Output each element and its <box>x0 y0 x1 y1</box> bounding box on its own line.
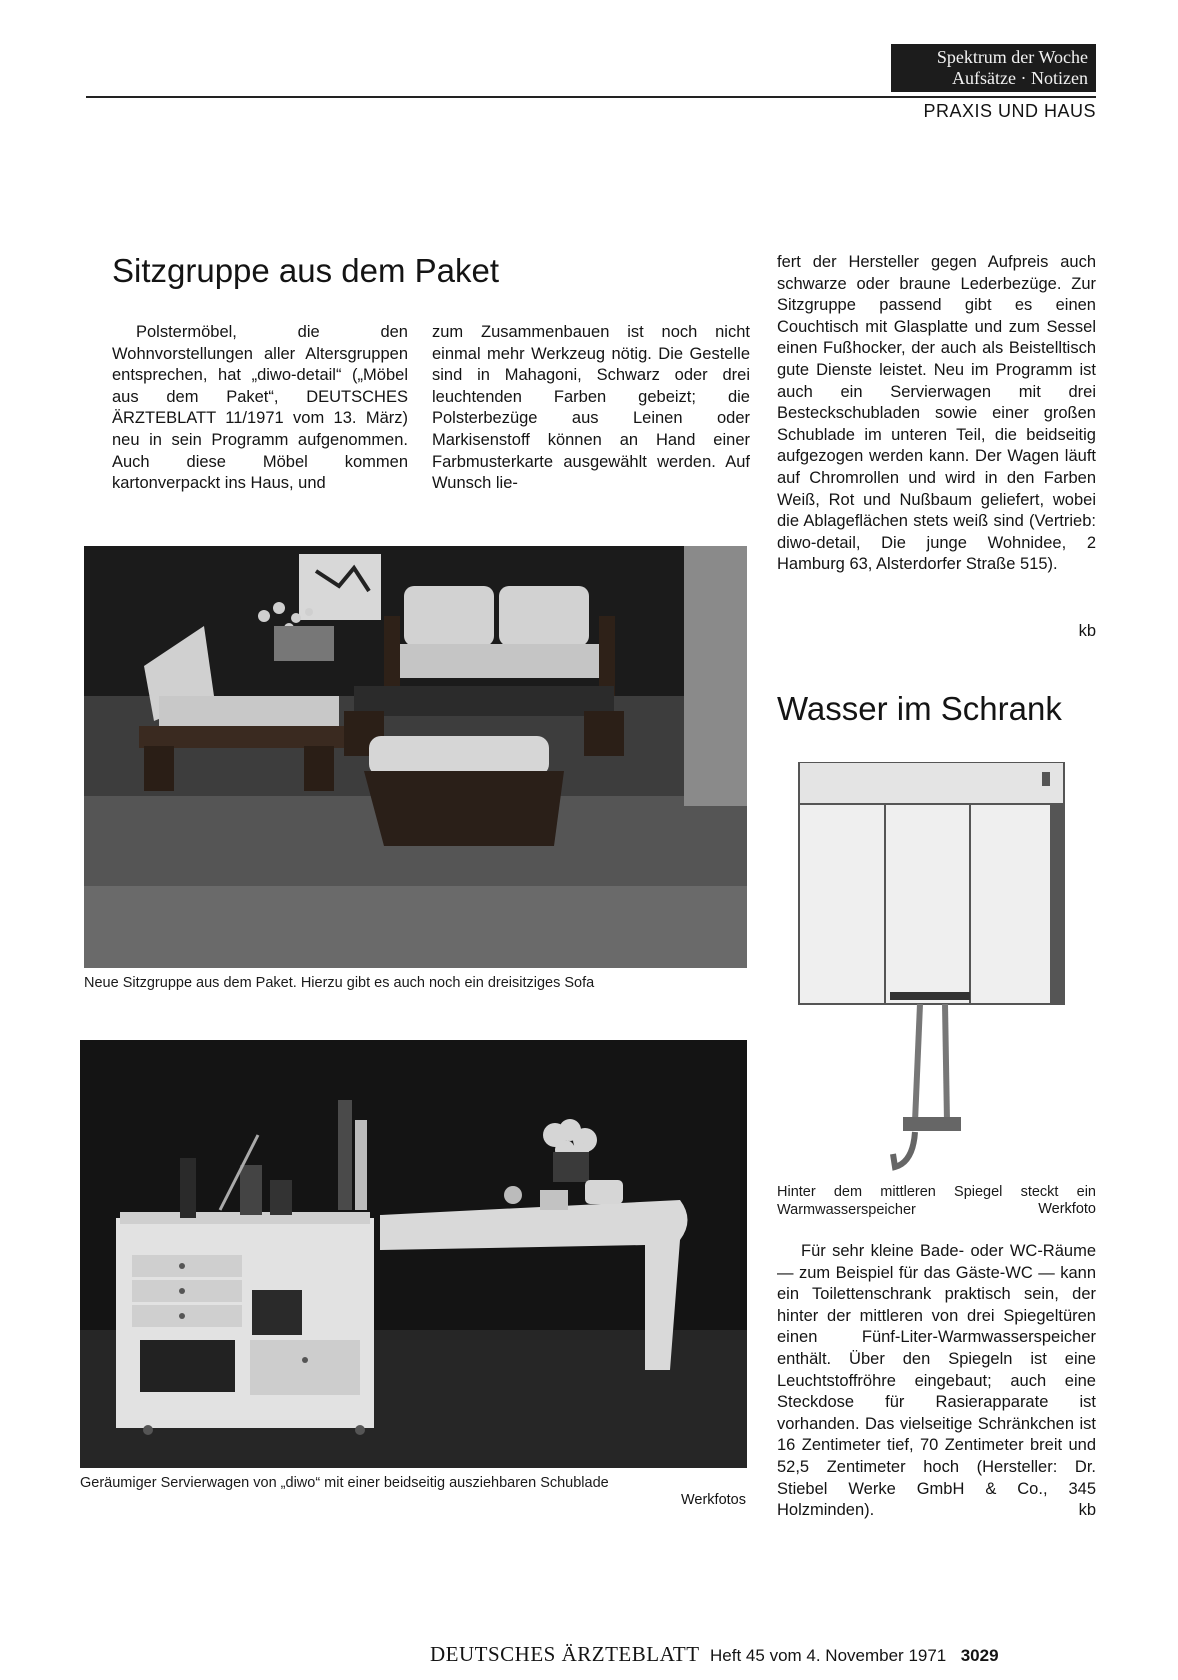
serving-trolley-photo <box>80 1040 747 1468</box>
article1-column3-text: fert der Hersteller gegen Aufpreis auch schwarze oder braune Lederbezüge. Zur Sitzgruppe passend gibt es einen Couchtisch mit Glasplatte und zum Sessel einen Fußhocker, der auch als Beistelltisch gute Dienste leistet. Neu im Programm ist auch ein Servierwagen mit drei Besteckschubladen sowie einer großen Schublade im unteren Teil, die beidseitig aufgezogen werden kann. Der Wagen läuft auf Chromrollen und wird in den Farben Weiß, Rot und Nußbaum geliefert, wobei die Ablageflächen stets weiß sind (Vertrieb: diwo-detail, Die junge Wohnidee, 2 Hamburg 63, Alsterdorfer Straße 515). <box>777 253 1096 574</box>
serving-trolley-photo-credit: Werkfotos <box>680 1492 746 1508</box>
section-badge-line2: Aufsätze · Notizen <box>952 68 1088 88</box>
article-title-wasser-im-schrank: Wasser im Schrank <box>777 690 1062 727</box>
seating-group-caption: Neue Sitzgruppe aus dem Paket. Hierzu gibt es auch noch ein dreisitziges Sofa <box>84 975 595 991</box>
serving-trolley-caption: Geräumiger Servierwagen von „diwo“ mit einer beidseitig ausziehbaren Schublade <box>80 1475 609 1491</box>
article-title-sitzgruppe: Sitzgruppe aus dem Paket <box>112 252 500 289</box>
footer-issue: Heft 45 vom 4. November 1971 <box>710 1646 947 1665</box>
page-footer <box>430 1642 1096 1667</box>
seating-group-photo <box>84 546 747 968</box>
article1-column1-text: Polstermöbel, die den Wohnvorstellungen aller Altersgruppen entsprechen, hat „diwo-detail“ („Möbel aus dem Paket“, DEUTSCHES ÄRZTEBLATT 11/1971 vom 13. März) neu in sein Programm aufgenommen. Auch diese Möbel kommen kartonverpackt ins Haus, und <box>112 323 408 493</box>
section-badge <box>891 44 1096 92</box>
bathroom-cabinet-caption: Hinter dem mittleren Spiegel steckt ein Warmwasserspeicher <box>777 1184 1096 1218</box>
article1-signature: kb <box>1078 622 1096 640</box>
footer-masthead: DEUTSCHES ÄRZTEBLATT <box>430 1642 700 1666</box>
article2-signature: kb <box>1078 1501 1096 1520</box>
header-divider <box>86 96 1096 98</box>
article2-body: Für sehr kleine Bade- oder WC-Räume — zum Beispiel für das Gäste-WC — kann ein Toilettenschrank praktisch sein, der hinter der mittleren von drei Spiegeltüren einen Fünf-Liter-Warmwasserspeicher enthält. Über den Spiegeln ist eine Leuchtstoffröhre eingebaut; auch eine Steckdose für Rasierapparate ist vorhanden. Das vielseitige Schränkchen ist 16 Zentimeter tief, 70 Zentimeter breit und 52,5 Zentimeter hoch (Hersteller: Dr. Stiebel Werke GmbH & Co., 345 Holzminden). <box>777 1242 1096 1520</box>
section-label: PRAXIS UND HAUS <box>923 101 1096 121</box>
section-badge-line1: Spektrum der Woche <box>936 47 1088 67</box>
article1-column2-text: zum Zusammenbauen ist noch nicht einmal mehr Werkzeug nötig. Die Gestelle sind in Mahagoni, Schwarz oder drei leuchtenden Farben gebeizt; die Polsterbezüge aus Leinen oder Markisenstoff können an Hand einer Farbmusterkarte ausgewählt werden. Auf Wunsch lie- <box>432 323 750 493</box>
bathroom-cabinet-photo <box>795 762 1069 1182</box>
page-number: 3029 <box>960 1646 999 1665</box>
article2-body-text <box>777 1241 1096 1522</box>
bathroom-cabinet-photo-credit: Werkfoto <box>1038 1201 1096 1217</box>
